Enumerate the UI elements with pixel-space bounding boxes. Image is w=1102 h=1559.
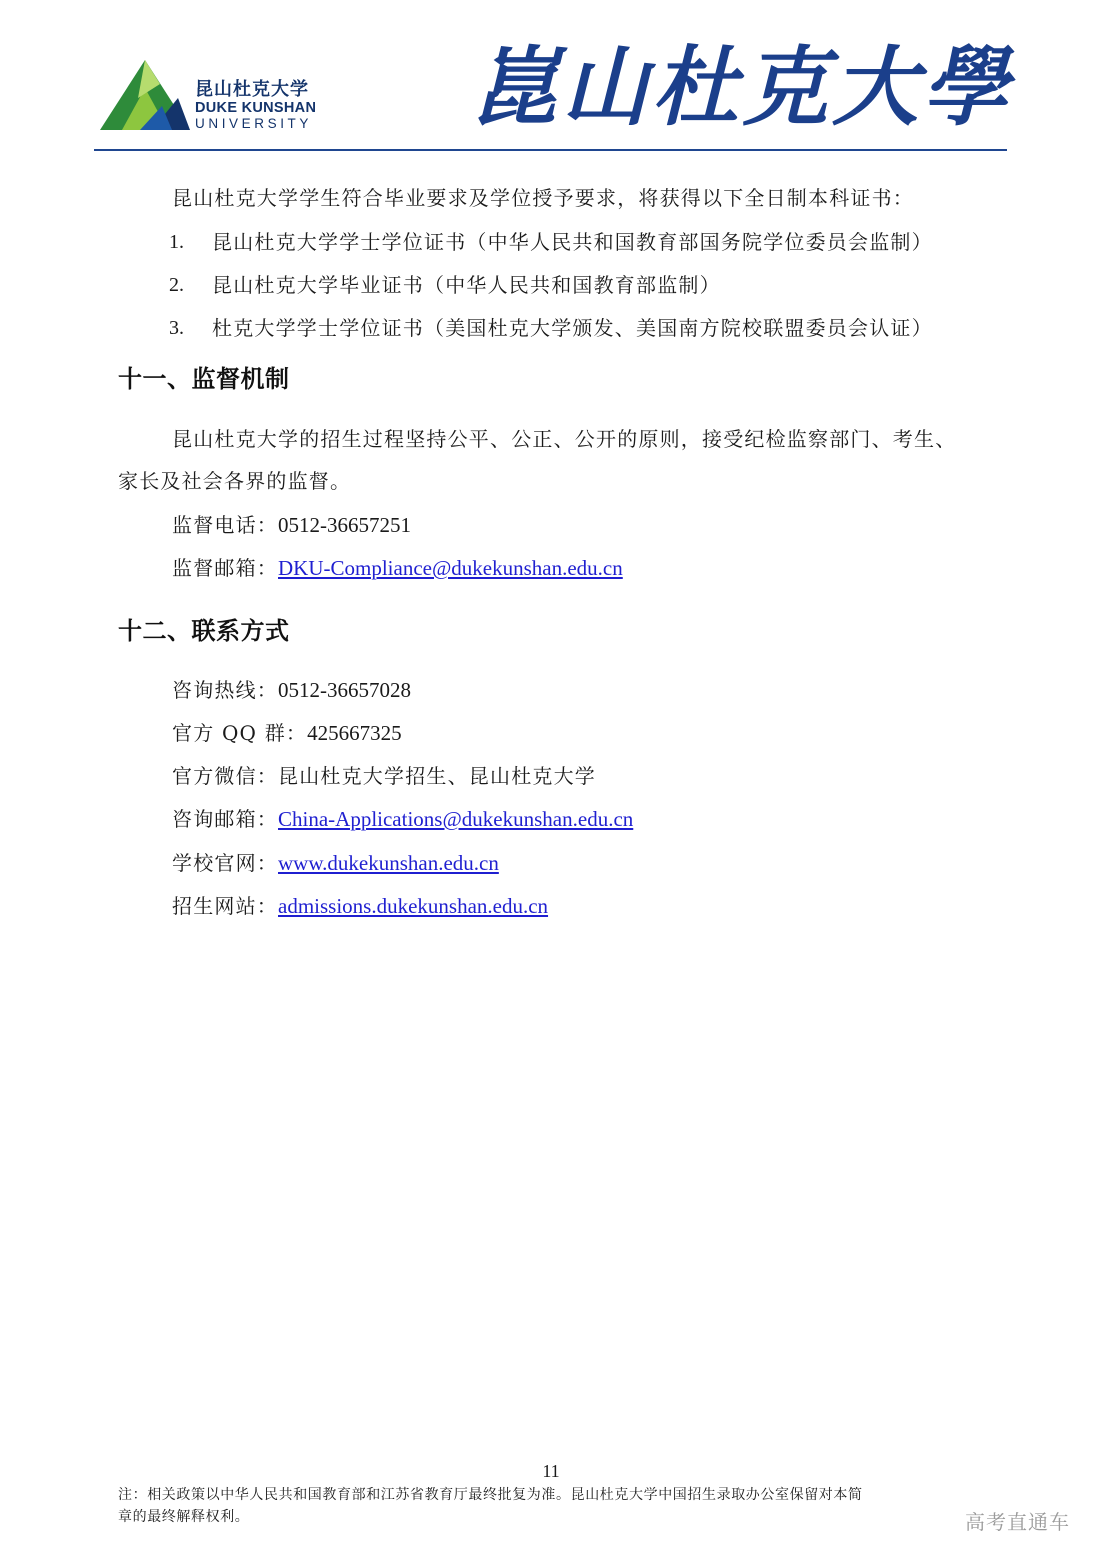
supervision-phone: 0512-36657251 bbox=[278, 513, 411, 537]
header-divider bbox=[94, 149, 1007, 151]
website-row bbox=[172, 849, 499, 877]
logo-english-line2: UNIVERSITY bbox=[195, 116, 313, 131]
watermark: 高考直通车 bbox=[965, 1510, 1070, 1534]
section-heading-supervision: 十一、监督机制 bbox=[118, 365, 290, 393]
list-item: 昆山杜克大学毕业证书（中华人民共和国教育部监制） bbox=[212, 273, 721, 297]
supervision-email-label: 监督邮箱： bbox=[172, 556, 278, 580]
calligraphy-title: 崑山杜克大學 bbox=[472, 37, 1012, 138]
admissions-row bbox=[172, 892, 548, 920]
hotline-label: 咨询热线： bbox=[172, 678, 278, 702]
supervision-email-link[interactable]: DKU-Compliance@dukekunshan.edu.cn bbox=[278, 556, 623, 580]
page-header bbox=[0, 0, 1102, 152]
contact-email-label: 咨询邮箱： bbox=[172, 807, 278, 831]
footnote-line1: 注：相关政策以中华人民共和国教育部和江苏省教育厅最终批复为准。昆山杜克大学中国招生录取办公室保留对本简 bbox=[118, 1487, 863, 1503]
contact-email-link[interactable]: China-Applications@dukekunshan.edu.cn bbox=[278, 807, 634, 831]
list-number: 1. bbox=[169, 231, 184, 253]
contact-email-row bbox=[172, 805, 633, 833]
supervision-email-row bbox=[172, 554, 623, 582]
logo-chinese-name: 昆山杜克大学 bbox=[195, 79, 309, 100]
list-item: 杜克大学学士学位证书（美国杜克大学颁发、美国南方院校联盟委员会认证） bbox=[212, 316, 933, 340]
admissions-label: 招生网站： bbox=[172, 894, 278, 918]
qq-label: 官方 QQ 群： bbox=[172, 721, 308, 745]
supervision-paragraph-line2: 家长及社会各界的监督。 bbox=[118, 469, 352, 493]
qq-row bbox=[172, 719, 402, 747]
wechat-accounts: 昆山杜克大学招生、昆山杜克大学 bbox=[278, 764, 596, 788]
wechat-label: 官方微信： bbox=[172, 764, 278, 788]
section-heading-contact: 十二、联系方式 bbox=[118, 617, 290, 645]
list-number: 3. bbox=[169, 317, 184, 339]
footnote-line2: 章的最终解释权利。 bbox=[118, 1509, 250, 1525]
wechat-row bbox=[172, 762, 596, 790]
page-number: 11 bbox=[542, 1461, 560, 1481]
list-number: 2. bbox=[169, 274, 184, 296]
supervision-phone-row bbox=[172, 511, 411, 539]
intro-paragraph: 昆山杜克大学学生符合毕业要求及学位授予要求，将获得以下全日制本科证书： bbox=[172, 186, 914, 210]
footnote bbox=[118, 1484, 978, 1528]
dku-mountain-logo-icon bbox=[100, 58, 190, 134]
supervision-phone-label: 监督电话： bbox=[172, 513, 278, 537]
hotline-number: 0512-36657028 bbox=[278, 678, 411, 702]
list-item: 昆山杜克大学学士学位证书（中华人民共和国教育部国务院学位委员会监制） bbox=[212, 230, 933, 254]
website-label: 学校官网： bbox=[172, 851, 278, 875]
supervision-paragraph-line1: 昆山杜克大学的招生过程坚持公平、公正、公开的原则，接受纪检监察部门、考生、 bbox=[172, 427, 957, 451]
admissions-link[interactable]: admissions.dukekunshan.edu.cn bbox=[278, 894, 549, 918]
logo-english-line1: DUKE KUNSHAN bbox=[195, 100, 317, 116]
hotline-row bbox=[172, 676, 411, 704]
website-link[interactable]: www.dukekunshan.edu.cn bbox=[278, 851, 499, 875]
qq-number: 425667325 bbox=[307, 721, 402, 745]
logo-wordmark bbox=[195, 80, 316, 131]
